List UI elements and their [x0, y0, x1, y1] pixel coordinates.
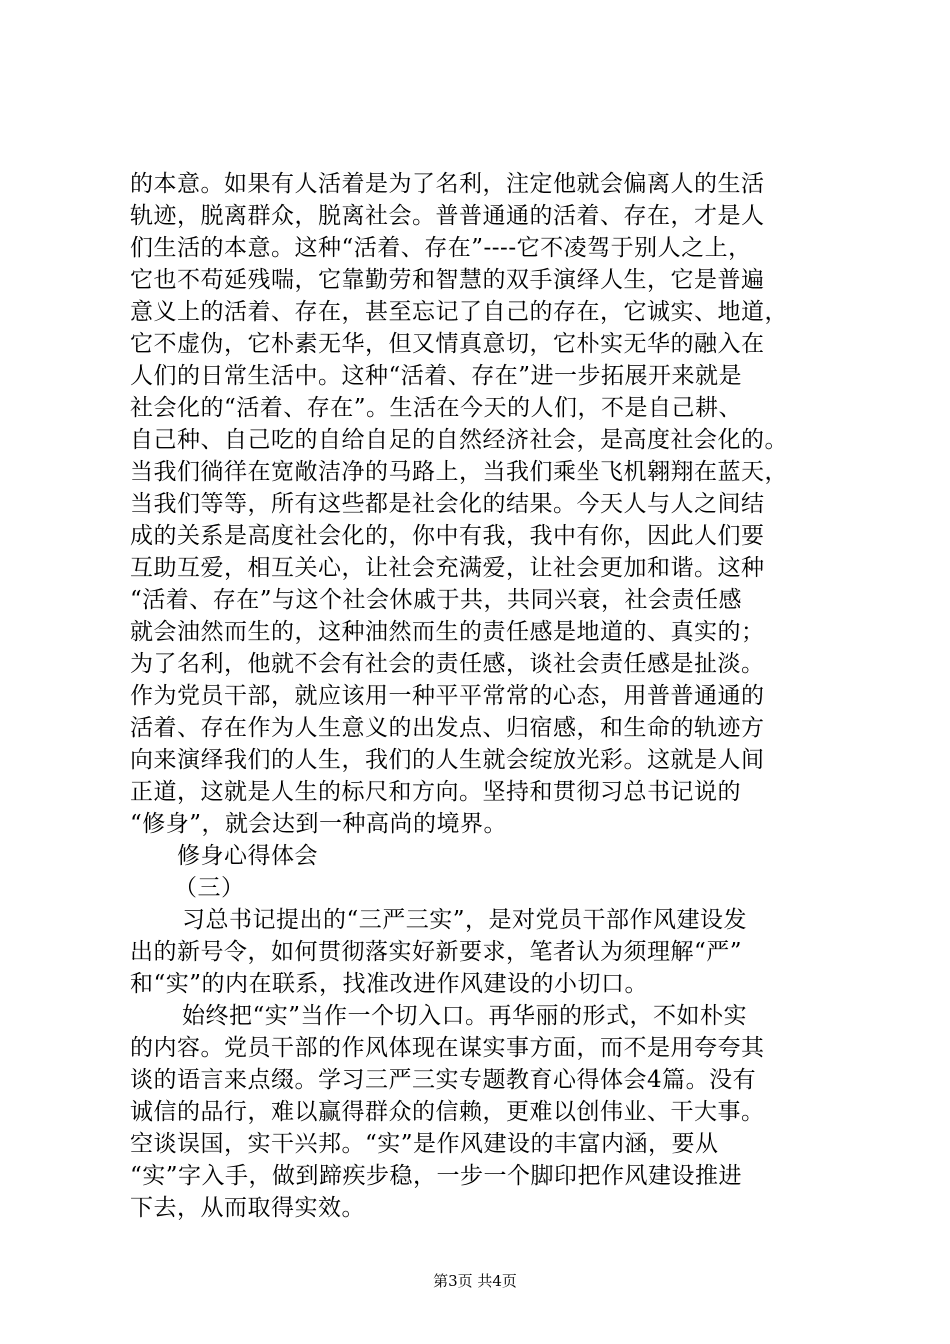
body-text-line: 的内容。党员干部的作风体现在谋实事方面，而不是用夸夸其	[130, 1035, 765, 1061]
body-text-line: 人们的日常生活中。这种“活着、存在”进一步拓展开来就是	[130, 363, 743, 389]
body-text-line: 成的关系是高度社会化的，你中有我，我中有你，因此人们要	[130, 523, 765, 549]
body-text-line: 空谈误国，实干兴邦。“实”是作风建设的丰富内涵，要从	[130, 1131, 719, 1157]
body-text-line: 就会油然而生的，这种油然而生的责任感是地道的、真实的；	[130, 619, 765, 645]
body-text-line: “实”字入手，做到蹄疾步稳，一步一个脚印把作风建设推进	[130, 1163, 743, 1189]
section-subheading: （三）	[174, 875, 245, 901]
body-text-line: 当我们徜徉在宽敞洁净的马路上，当我们乘坐飞机翱翔在蓝天，	[130, 459, 788, 485]
page-number-footer: 第3页 共4页	[433, 1272, 517, 1290]
body-text-line: “活着、存在”与这个社会休戚于共，共同兴衰，社会责任感	[130, 587, 743, 613]
body-text-line: “修身”，就会达到一种高尚的境界。	[130, 811, 508, 837]
document-body	[130, 168, 850, 1224]
body-text-line: 习总书记提出的“三严三实”，是对党员干部作风建设发	[182, 907, 748, 933]
body-text-line: 互助互爱，相互关心，让社会充满爱，让社会更加和谐。这种	[130, 555, 765, 581]
body-text-line: 始终把“实”当作一个切入口。再华丽的形式，不如朴实	[182, 1003, 748, 1029]
body-text-line: 自己种、自己吃的自给自足的自然经济社会，是高度社会化的。	[130, 427, 788, 453]
body-text-line: 为了名利，他就不会有社会的责任感，谈社会责任感是扯淡。	[130, 651, 765, 677]
body-text-line: 诚信的品行，难以赢得群众的信赖，更难以创伟业、干大事。	[130, 1099, 765, 1125]
body-text-line: 的本意。如果有人活着是为了名利，注定他就会偏离人的生活	[130, 171, 765, 197]
body-text-line: 活着、存在作为人生意义的出发点、归宿感，和生命的轨迹方	[130, 715, 765, 741]
body-text-line: 轨迹，脱离群众，脱离社会。普普通通的活着、存在，才是人	[130, 203, 765, 229]
body-text-line: 当我们等等，所有这些都是社会化的结果。今天人与人之间结	[130, 491, 765, 517]
body-text-line: 向来演绎我们的人生，我们的人生就会绽放光彩。这就是人间	[130, 747, 765, 773]
body-text-line: 正道，这就是人生的标尺和方向。坚持和贯彻习总书记说的	[130, 779, 741, 805]
body-text-line: 下去，从而取得实效。	[130, 1195, 365, 1221]
body-text-line: 它也不苟延残喘，它靠勤劳和智慧的双手演绎人生，它是普遍	[130, 267, 765, 293]
section-heading: 修身心得体会	[177, 843, 318, 869]
body-text-line: 它不虚伪，它朴素无华，但又情真意切，它朴实无华的融入在	[130, 331, 765, 357]
body-text-line: 和“实”的内在联系，找准改进作风建设的小切口。	[130, 971, 649, 997]
body-text-line: 社会化的“活着、存在”。生活在今天的人们，不是自己耕、	[130, 395, 743, 421]
body-text-line: 谈的语言来点缀。学习三严三实专题教育心得体会4篇。没有	[130, 1067, 757, 1093]
body-text-line: 作为党员干部，就应该用一种平平常常的心态，用普普通通的	[130, 683, 765, 709]
body-text-line: 出的新号令，如何贯彻落实好新要求，笔者认为须理解“严”	[130, 939, 743, 965]
body-text-line: 们生活的本意。这种“活着、存在”----它不凌驾于别人之上，	[130, 235, 752, 261]
body-text-line: 意义上的活着、存在，甚至忘记了自己的存在，它诚实、地道，	[130, 299, 788, 325]
